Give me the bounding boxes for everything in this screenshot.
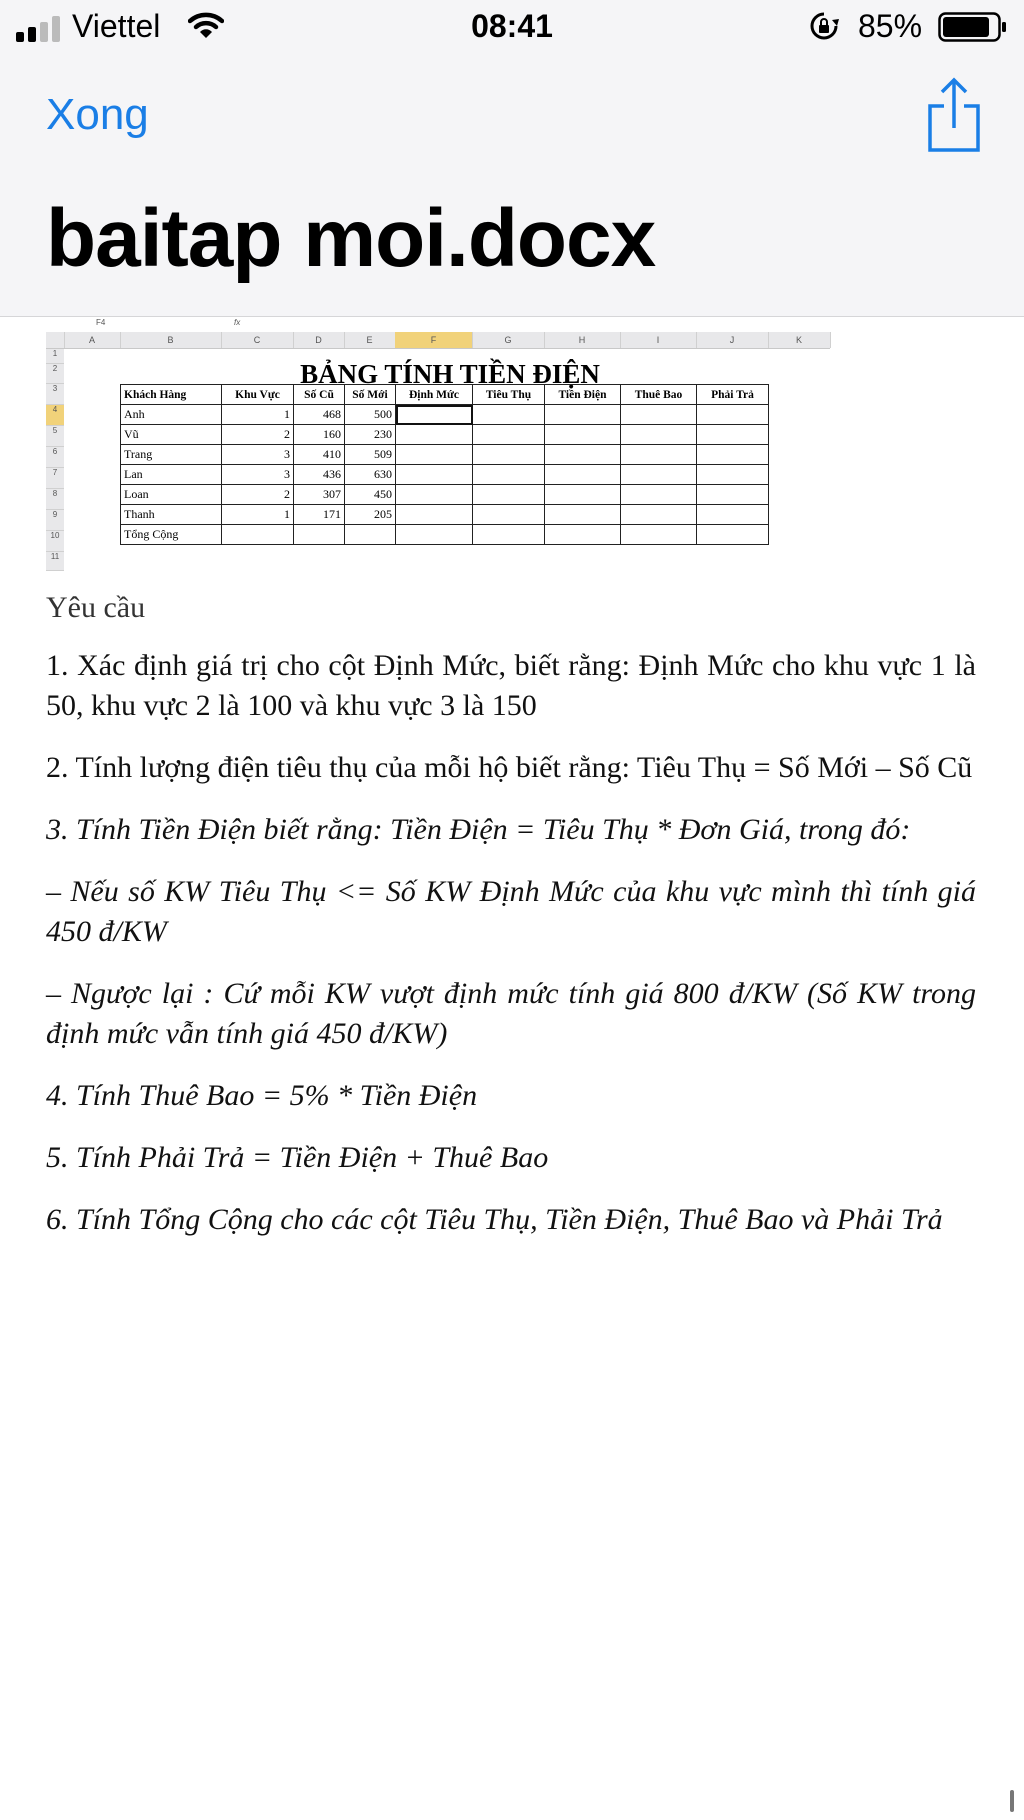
carrier-name: Viettel [72,8,161,44]
selected-cell [396,405,473,425]
column-headers [46,332,830,349]
old-cell: 307 [294,485,345,505]
header-cell: Khu Vực [222,385,294,405]
table-row [121,465,769,485]
old-cell: 436 [294,465,345,485]
requirements-heading: Yêu cầu [46,591,146,624]
clock: 08:41 [471,8,553,44]
rotation-lock-icon [808,10,840,42]
top-bar [0,0,1024,317]
header-cell: Khách Hàng [121,385,222,405]
document-title: baitap moi.docx [46,193,656,284]
col-header: D [293,332,345,348]
col-header: K [768,332,831,348]
area-cell: 2 [222,485,294,505]
old-cell: 160 [294,425,345,445]
col-header-selected: F [395,332,473,348]
header-cell: Số Mới [345,385,396,405]
header-cell: Phải Trả [697,385,769,405]
total-row [121,525,769,545]
table-row [121,505,769,525]
header-cell: Định Mức [396,385,473,405]
col-header: A [64,332,121,348]
name-cell: Vũ [121,425,222,445]
new-cell: 500 [345,405,396,425]
row-number: 8 [46,489,64,510]
new-cell: 450 [345,485,396,505]
area-cell: 3 [222,445,294,465]
col-header: H [544,332,621,348]
name-cell: Loan [121,485,222,505]
name-cell: Trang [121,445,222,465]
col-header: B [120,332,222,348]
row-number: 2 [46,364,64,384]
spreadsheet-image [46,318,830,574]
requirement-item: 6. Tính Tổng Cộng cho các cột Tiêu Thụ, Tiền Điện, Thuê Bao và Phải Trả [46,1203,943,1236]
new-cell: 205 [345,505,396,525]
header-cell: Thuê Bao [621,385,697,405]
scroll-indicator[interactable] [1010,1790,1014,1812]
row-number: 10 [46,531,64,552]
row-number: 9 [46,510,64,531]
col-header: C [221,332,294,348]
requirement-item: 4. Tính Thuê Bao = 5% * Tiền Điện [46,1079,478,1112]
table-row [121,425,769,445]
total-label: Tổng Cộng [121,525,222,545]
new-cell: 509 [345,445,396,465]
header-cell: Tiền Điện [545,385,621,405]
share-icon [926,76,982,154]
name-cell: Anh [121,405,222,425]
table-row [121,405,769,425]
area-cell: 3 [222,465,294,485]
header-cell: Số Cũ [294,385,345,405]
old-cell: 410 [294,445,345,465]
cell-reference: F4 [96,318,106,327]
battery-percent: 85% [858,8,923,44]
done-button[interactable]: Xong [46,90,149,139]
table-row [121,445,769,465]
area-cell: 1 [222,505,294,525]
sheet-title: BẢNG TÍNH TIỀN ĐIỆN [300,359,600,389]
data-table [120,384,769,545]
new-cell: 230 [345,425,396,445]
name-cell: Thanh [121,505,222,525]
col-header: E [344,332,396,348]
row-number: 5 [46,426,64,447]
area-cell: 1 [222,405,294,425]
row-number: 11 [46,552,64,571]
header-cell: Tiêu Thụ [473,385,545,405]
col-header: G [472,332,545,348]
document-body [46,588,976,1262]
formula-bar [46,318,830,330]
fx-label: fx [234,318,241,327]
battery-icon [938,12,1008,42]
requirement-item: 5. Tính Phải Trả = Tiền Điện + Thuê Bao [46,1141,549,1174]
name-cell: Lan [121,465,222,485]
row-number: 7 [46,468,64,489]
row-number: 3 [46,384,64,405]
requirement-item: – Ngược lại : Cứ mỗi KW vượt định mức tính giá 800 đ/KW (Số KW trong định mức vẫn tính giá 450 đ/KW) [46,977,976,1050]
status-bar [0,0,1024,56]
new-cell: 630 [345,465,396,485]
col-header: J [696,332,769,348]
row-number: 6 [46,447,64,468]
row-number: 4 [46,405,64,426]
requirement-item: 1. Xác định giá trị cho cột Định Mức, biết rằng: Định Mức cho khu vực 1 là 50, khu vực 2 là 100 và khu vực 3 là 150 [46,649,976,722]
share-button[interactable] [926,76,982,154]
table-row [121,485,769,505]
old-cell: 171 [294,505,345,525]
requirement-item: – Nếu số KW Tiêu Thụ <= Số KW Định Mức của khu vực mình thì tính giá 450 đ/KW [46,875,976,948]
col-header: I [620,332,697,348]
row-number: 1 [46,349,64,364]
requirement-item: 3. Tính Tiền Điện biết rằng: Tiền Điện = Tiêu Thụ * Đơn Giá, trong đó: [46,813,911,846]
old-cell: 468 [294,405,345,425]
requirement-item: 2. Tính lượng điện tiêu thụ của mỗi hộ biết rằng: Tiêu Thụ = Số Mới – Số Cũ [46,751,973,784]
table-header-row [121,385,769,405]
area-cell: 2 [222,425,294,445]
